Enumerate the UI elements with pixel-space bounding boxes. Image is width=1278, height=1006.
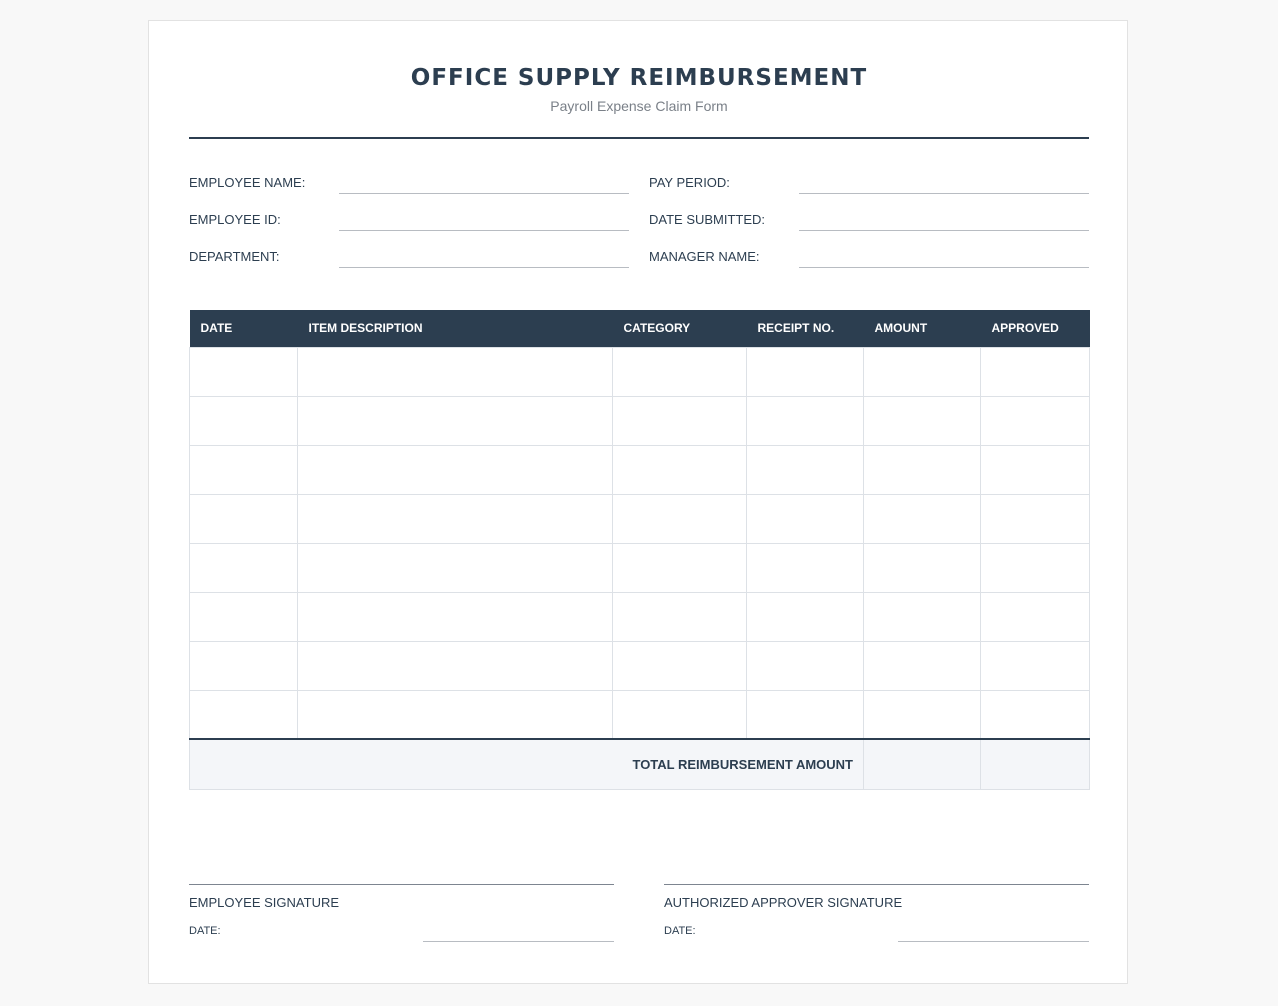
table-cell[interactable]: [613, 347, 747, 396]
table-cell[interactable]: [864, 494, 981, 543]
table-header: [190, 310, 1090, 347]
date-submitted-field: [649, 208, 1089, 245]
table-row: [190, 641, 1090, 690]
total-label: TOTAL REIMBURSEMENT AMOUNT: [190, 739, 864, 789]
table-cell[interactable]: [747, 494, 864, 543]
pay-period-label: PAY PERIOD:: [649, 175, 730, 190]
table-cell[interactable]: [864, 396, 981, 445]
info-row: [189, 245, 1089, 282]
table-cell[interactable]: [298, 641, 613, 690]
table-row: [190, 396, 1090, 445]
department-label: DEPARTMENT:: [189, 249, 280, 264]
employee-name-input[interactable]: [339, 193, 629, 194]
manager-name-input[interactable]: [799, 267, 1089, 268]
table-cell[interactable]: [613, 445, 747, 494]
approver-date-input[interactable]: [898, 941, 1089, 942]
table-cell[interactable]: [981, 445, 1090, 494]
column-header-amount: AMOUNT: [864, 310, 981, 347]
employee-name-label: EMPLOYEE NAME:: [189, 175, 306, 190]
form-header: [189, 63, 1089, 114]
column-header-category: CATEGORY: [613, 310, 747, 347]
pay-period-input[interactable]: [799, 193, 1089, 194]
table-cell[interactable]: [190, 543, 298, 592]
table-cell[interactable]: [298, 690, 613, 739]
approver-signature-date: [664, 925, 1089, 945]
department-input[interactable]: [339, 267, 629, 268]
table-row: [190, 445, 1090, 494]
column-header-item-description: ITEM DESCRIPTION: [298, 310, 613, 347]
employee-signature-block: [189, 884, 614, 945]
table-cell[interactable]: [613, 690, 747, 739]
table-cell[interactable]: [747, 592, 864, 641]
date-submitted-input[interactable]: [799, 230, 1089, 231]
table-cell[interactable]: [190, 445, 298, 494]
table-cell[interactable]: [747, 396, 864, 445]
table-cell[interactable]: [298, 445, 613, 494]
total-row: [190, 739, 1090, 789]
table-cell[interactable]: [981, 494, 1090, 543]
table-cell[interactable]: [190, 494, 298, 543]
manager-name-label: MANAGER NAME:: [649, 249, 760, 264]
table-cell[interactable]: [981, 347, 1090, 396]
approver-date-label: DATE:: [664, 925, 696, 937]
table-cell[interactable]: [613, 543, 747, 592]
pay-period-field: [649, 171, 1089, 208]
table-cell[interactable]: [981, 543, 1090, 592]
column-header-approved: APPROVED: [981, 310, 1090, 347]
employee-date-label: DATE:: [189, 925, 221, 937]
table-row: [190, 347, 1090, 396]
employee-signature-line[interactable]: [189, 884, 614, 885]
employee-info-section: [189, 171, 1089, 282]
table-row: [190, 494, 1090, 543]
info-row: [189, 208, 1089, 245]
table-cell[interactable]: [747, 347, 864, 396]
table-cell[interactable]: [190, 592, 298, 641]
total-amount-cell[interactable]: [864, 739, 981, 789]
table-cell[interactable]: [981, 641, 1090, 690]
table-footer: [190, 739, 1090, 789]
form-page: [148, 20, 1128, 984]
table-cell[interactable]: [747, 445, 864, 494]
employee-name-field: [189, 171, 629, 208]
table-body: [190, 347, 1090, 739]
table-row: [190, 543, 1090, 592]
employee-date-input[interactable]: [423, 941, 614, 942]
table-cell[interactable]: [298, 396, 613, 445]
table-cell[interactable]: [981, 396, 1090, 445]
page-title: OFFICE SUPPLY REIMBURSEMENT: [410, 65, 868, 91]
table-cell[interactable]: [613, 494, 747, 543]
employee-id-field: [189, 208, 629, 245]
table-cell[interactable]: [864, 641, 981, 690]
table-cell[interactable]: [613, 592, 747, 641]
table-cell[interactable]: [747, 641, 864, 690]
page-subtitle: Payroll Expense Claim Form: [550, 98, 728, 114]
expense-table: [189, 310, 1090, 790]
table-cell[interactable]: [190, 347, 298, 396]
table-cell[interactable]: [190, 641, 298, 690]
total-approved-cell[interactable]: [981, 739, 1090, 789]
column-header-date: DATE: [190, 310, 298, 347]
table-cell[interactable]: [864, 347, 981, 396]
table-cell[interactable]: [190, 396, 298, 445]
table-row: [190, 592, 1090, 641]
table-row: [190, 690, 1090, 739]
header-divider: [189, 137, 1089, 139]
table-cell[interactable]: [298, 347, 613, 396]
manager-name-field: [649, 245, 1089, 282]
table-cell[interactable]: [864, 690, 981, 739]
table-header-row: [190, 310, 1090, 347]
date-submitted-label: DATE SUBMITTED:: [649, 212, 766, 227]
table-cell[interactable]: [298, 543, 613, 592]
employee-id-input[interactable]: [339, 230, 629, 231]
table-cell[interactable]: [298, 494, 613, 543]
approver-signature-block: [664, 884, 1089, 945]
department-field: [189, 245, 629, 282]
table-cell[interactable]: [864, 445, 981, 494]
employee-signature-date: [189, 925, 614, 945]
employee-signature-label: EMPLOYEE SIGNATURE: [189, 895, 340, 910]
table-cell[interactable]: [190, 690, 298, 739]
table-cell[interactable]: [613, 641, 747, 690]
table-cell[interactable]: [613, 396, 747, 445]
info-row: [189, 171, 1089, 208]
table-cell[interactable]: [981, 592, 1090, 641]
approver-signature-label: AUTHORIZED APPROVER SIGNATURE: [664, 895, 903, 910]
table-cell[interactable]: [747, 543, 864, 592]
approver-signature-line[interactable]: [664, 884, 1089, 885]
table-cell[interactable]: [747, 690, 864, 739]
table-cell[interactable]: [864, 543, 981, 592]
table-cell[interactable]: [298, 592, 613, 641]
employee-id-label: EMPLOYEE ID:: [189, 212, 281, 227]
table-cell[interactable]: [981, 690, 1090, 739]
table-cell[interactable]: [864, 592, 981, 641]
column-header-receipt-no: RECEIPT NO.: [747, 310, 864, 347]
